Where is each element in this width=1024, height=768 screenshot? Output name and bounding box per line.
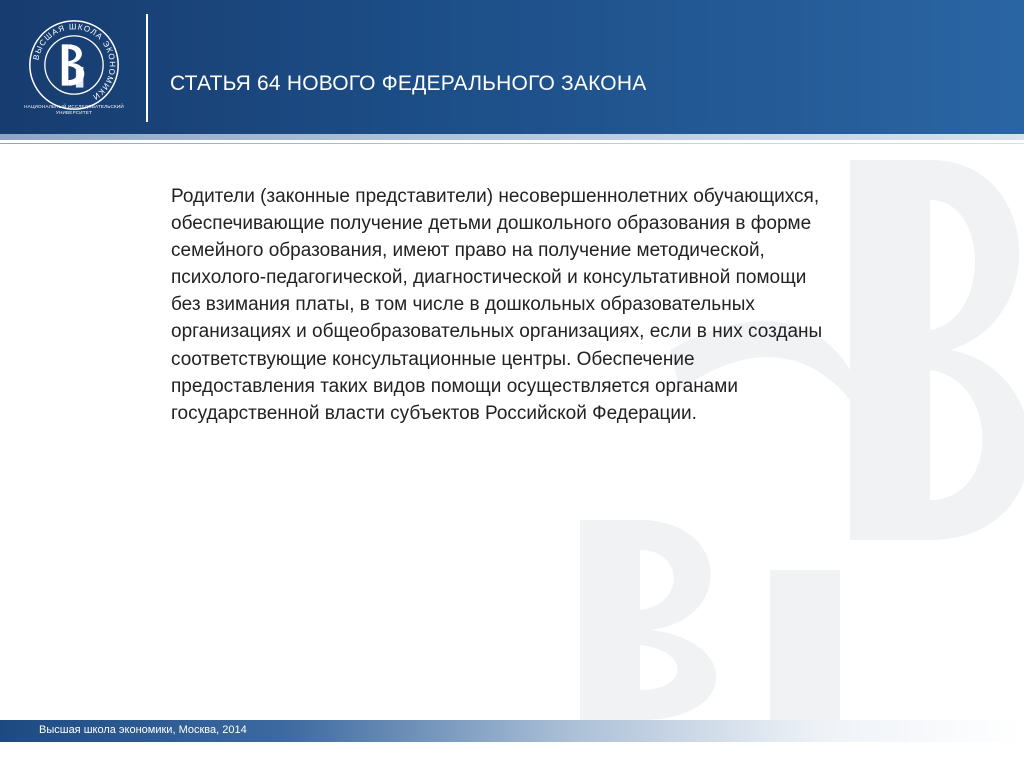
page-title: СТАТЬЯ 64 НОВОГО ФЕДЕРАЛЬНОГО ЗАКОНА	[170, 72, 647, 95]
header-stripe-highlight	[0, 140, 1024, 143]
hse-logo-icon	[27, 18, 121, 112]
article-paragraph: Родители (законные представители) несовершеннолетних обучающихся, обеспечивающие получение детьми дошкольного образования в форме семейного образования, имеют право на получение методической, психолого-педагогической, диагностической и консультативной помощи без взимания платы, в том числе в дошкольных образовательных организациях и общеобразовательных организациях, если в них созданы соответствующие консультационные центры. Обеспечение предоставления таких видов помощи осуществляется органами государственной власти субъектов Российской Федерации.	[171, 186, 823, 424]
logo-caption: НАЦИОНАЛЬНЫЙ ИССЛЕДОВАТЕЛЬСКИЙ УНИВЕРСИТЕТ	[24, 104, 124, 115]
header-divider	[146, 14, 148, 122]
header-bar	[0, 0, 1024, 134]
footer-bar	[0, 720, 1024, 742]
footer-text: Высшая школа экономики, Москва, 2014	[39, 724, 247, 736]
svg-text:ВЫСШАЯ ШКОЛА ЭКОНОМИКИ: ВЫСШАЯ ШКОЛА ЭКОНОМИКИ	[31, 22, 117, 102]
